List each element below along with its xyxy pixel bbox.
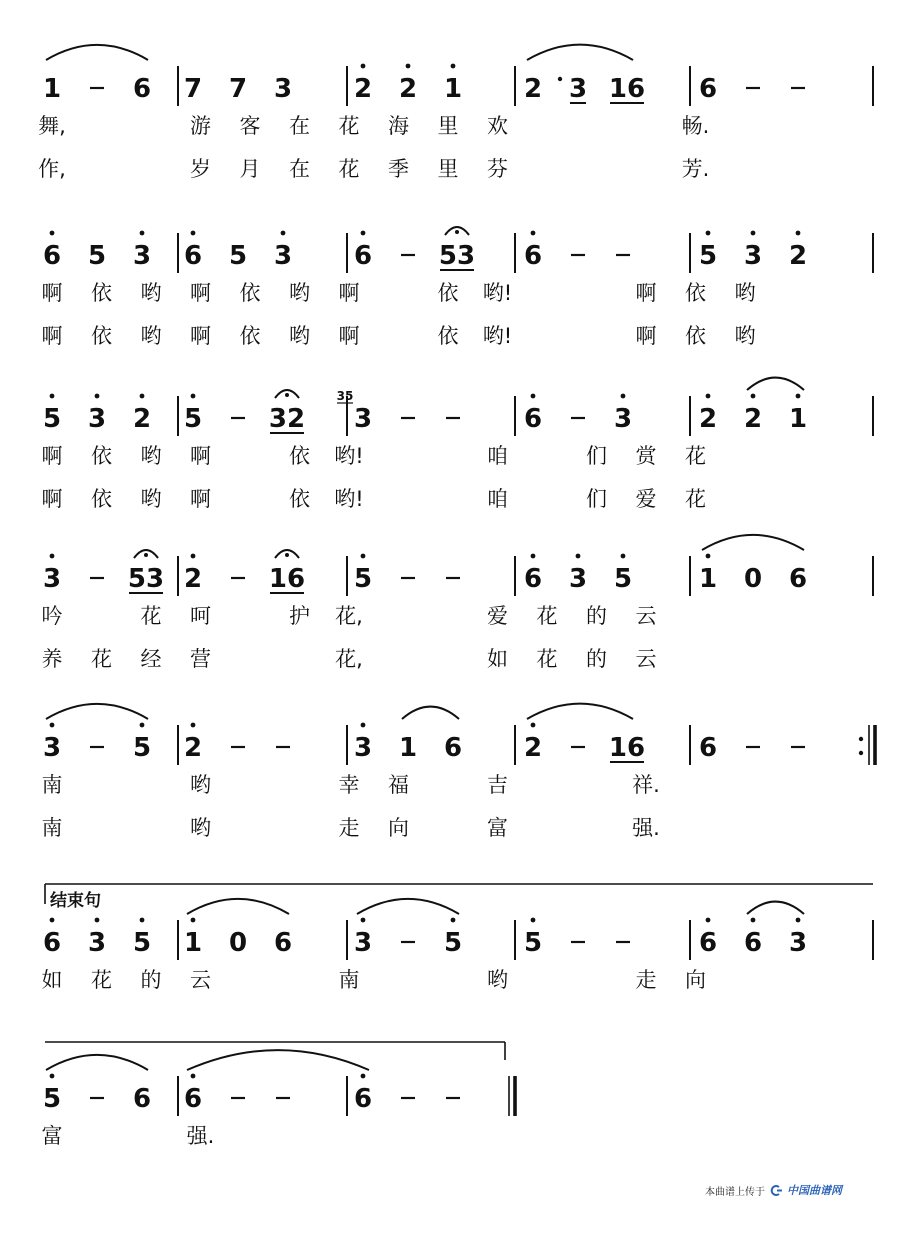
octave-dot-above [50, 394, 55, 399]
lyric-syllable: 在 [289, 114, 310, 138]
lyric-syllable: 们 [586, 487, 607, 511]
note: 6 [698, 928, 718, 958]
octave-dot-above [621, 394, 626, 399]
lyric-syllable: 花 [140, 604, 162, 628]
note: 3 [42, 564, 62, 594]
lyric-syllable: 哟 [140, 281, 162, 305]
lyric-syllable: 啊 [190, 487, 211, 511]
lyric-syllable: 花, [335, 647, 363, 671]
note: 6 [353, 241, 373, 271]
site-name: 中国曲谱网 [787, 1184, 842, 1197]
note: 6 [523, 404, 543, 434]
slur [187, 899, 289, 914]
lyric-syllable: 里 [437, 157, 459, 181]
octave-dot-above [361, 554, 366, 559]
note-pair: 53 [127, 564, 165, 594]
lyric-syllable: 舞, [38, 114, 66, 138]
note: 7 [183, 74, 203, 104]
lyric-syllable: 强. [186, 1124, 215, 1148]
slur [357, 899, 459, 914]
note-pair: 16 [268, 564, 306, 594]
octave-dot-above [531, 231, 536, 236]
lyric-syllable: 南 [41, 816, 63, 840]
octave-dot-above [191, 723, 196, 728]
note: 5 [613, 564, 633, 594]
lyric-syllable: 走 [635, 968, 657, 992]
note: 6 [523, 564, 543, 594]
lyric-syllable: 依 [437, 281, 459, 305]
lyric-syllable: 哟 [140, 487, 162, 511]
lyric-syllable: 芬 [487, 157, 508, 181]
octave-dot-above [706, 554, 711, 559]
lyric-syllable: 里 [437, 114, 459, 138]
note: 3 [87, 404, 107, 434]
lyric-syllable: 吉 [487, 773, 508, 797]
lyric-syllable: 哟 [289, 324, 310, 348]
octave-dot-above [50, 231, 55, 236]
lyric-syllable: 啊 [635, 324, 657, 348]
octave-dot-above [191, 231, 196, 236]
upload-credit-text: 本曲谱上传于 [705, 1186, 765, 1198]
slur [702, 535, 804, 550]
octave-dot-above [140, 723, 145, 728]
lyric-syllable: 哟! [334, 487, 364, 511]
octave-dot-above [140, 918, 145, 923]
lyric-syllable: 呵 [190, 604, 211, 628]
lyric-syllable: 月 [239, 157, 261, 181]
lyric-syllable: 赏 [635, 444, 657, 468]
fermata-dot [144, 553, 148, 557]
octave-dot-above [531, 394, 536, 399]
note-pair: 16 [608, 74, 646, 104]
lyric-syllable: 花 [338, 114, 360, 138]
note: 2 [353, 74, 373, 104]
note: 3 [353, 928, 373, 958]
lyric-syllable: 依 [685, 281, 706, 305]
note: 3 [132, 241, 152, 271]
note: 1 [183, 928, 203, 958]
note: 3 [788, 928, 808, 958]
lyric-syllable: 吟 [41, 604, 63, 628]
note: 2 [523, 733, 543, 763]
lyric-syllable: 啊 [41, 444, 63, 468]
note: 3 [743, 241, 763, 271]
note: 3 [353, 733, 373, 763]
octave-dot-above [451, 918, 456, 923]
octave-dot-above [95, 394, 100, 399]
lyric-syllable: 南 [41, 773, 63, 797]
lyric-syllable: 啊 [190, 324, 211, 348]
site-logo-icon [769, 1185, 783, 1196]
lyric-syllable: 啊 [41, 487, 63, 511]
lyric-syllable: 啊 [41, 281, 63, 305]
lyric-syllable: 向 [685, 968, 706, 992]
lyric-syllable: 依 [91, 444, 112, 468]
lyric-syllable: 爱 [487, 604, 508, 628]
note: 6 [132, 74, 152, 104]
octave-dot-above [361, 723, 366, 728]
lyric-syllable: 啊 [190, 281, 211, 305]
note: 2 [183, 564, 203, 594]
octave-dot-above [50, 723, 55, 728]
lyric-syllable: 向 [388, 816, 409, 840]
lyric-syllable: 欢 [487, 114, 508, 138]
note: 6 [183, 241, 203, 271]
lyric-syllable: 花 [685, 487, 706, 511]
lyric-syllable: 护 [289, 604, 310, 628]
lyric-syllable: 依 [289, 487, 310, 511]
lyric-syllable: 营 [190, 647, 211, 671]
octave-dot-above [191, 1074, 196, 1079]
lyric-syllable: 云 [190, 968, 211, 992]
lyric-syllable: 爱 [635, 487, 657, 511]
note: 5 [183, 404, 203, 434]
note: 6 [132, 1084, 152, 1114]
lyric-syllable: 畅. [681, 114, 710, 138]
note: 0 [743, 564, 763, 594]
note: 6 [523, 241, 543, 271]
lyric-syllable: 依 [91, 281, 112, 305]
note: 3 [568, 564, 588, 594]
lyric-syllable: 咱 [487, 444, 508, 468]
augmentation-dot [558, 77, 562, 81]
lyric-syllable: 如 [487, 647, 508, 671]
upload-credit [705, 1180, 910, 1200]
lyric-syllable: 云 [635, 604, 657, 628]
octave-dot-above [50, 918, 55, 923]
lyric-syllable: 哟! [482, 281, 513, 305]
lyric-syllable: 哟 [190, 773, 211, 797]
note: 3 [568, 74, 588, 104]
octave-dot-above [751, 231, 756, 236]
note: 5 [353, 564, 373, 594]
note: 7 [228, 74, 248, 104]
note: 3 [273, 241, 293, 271]
note: 5 [228, 241, 248, 271]
note: 6 [443, 733, 463, 763]
lyric-syllable: 游 [190, 114, 211, 138]
note: 6 [788, 564, 808, 594]
lyric-syllable: 的 [586, 604, 607, 628]
ending-label: 结束句 [50, 891, 101, 911]
note: 5 [698, 241, 718, 271]
note: 3 [273, 74, 293, 104]
lyric-syllable: 客 [239, 114, 261, 138]
octave-dot-above [191, 554, 196, 559]
lyric-syllable: 云 [635, 647, 657, 671]
note: 6 [743, 928, 763, 958]
lyric-syllable: 咱 [487, 487, 508, 511]
grace-note: 35 [336, 389, 354, 403]
repeat-dot [859, 737, 863, 741]
octave-dot-above [576, 554, 581, 559]
octave-dot-above [451, 64, 456, 69]
note: 5 [87, 241, 107, 271]
octave-dot-above [796, 394, 801, 399]
lyric-syllable: 花 [685, 444, 706, 468]
note: 6 [42, 241, 62, 271]
note: 5 [42, 1084, 62, 1114]
note: 2 [132, 404, 152, 434]
lyric-syllable: 养 [41, 647, 63, 671]
note: 3 [87, 928, 107, 958]
octave-dot-above [531, 723, 536, 728]
octave-dot-above [140, 231, 145, 236]
note: 1 [398, 733, 418, 763]
note: 3 [353, 404, 373, 434]
lyric-syllable: 福 [388, 773, 409, 797]
octave-dot-above [361, 1074, 366, 1079]
octave-dot-above [361, 64, 366, 69]
lyric-syllable: 啊 [190, 444, 211, 468]
slur [46, 1055, 148, 1070]
repeat-dot [859, 751, 863, 755]
lyric-syllable: 哟 [190, 816, 211, 840]
octave-dot-above [361, 918, 366, 923]
note: 1 [42, 74, 62, 104]
fermata-dot [455, 230, 459, 234]
lyric-syllable: 哟 [140, 444, 162, 468]
note: 2 [398, 74, 418, 104]
note: 5 [443, 928, 463, 958]
lyric-syllable: 哟! [482, 324, 513, 348]
octave-dot-above [140, 394, 145, 399]
note: 2 [743, 404, 763, 434]
note-pair: 32 [268, 404, 306, 434]
lyric-syllable: 岁 [190, 157, 211, 181]
octave-dot-above [706, 394, 711, 399]
lyric-syllable: 花 [91, 647, 112, 671]
lyric-syllable: 经 [140, 647, 162, 671]
note: 1 [698, 564, 718, 594]
lyric-syllable: 季 [388, 157, 409, 181]
lyric-syllable: 依 [289, 444, 310, 468]
lyric-syllable: 啊 [338, 324, 360, 348]
lyric-syllable: 富 [41, 1124, 63, 1148]
note: 0 [228, 928, 248, 958]
slur [527, 704, 633, 719]
slur [187, 1050, 369, 1070]
lyric-syllable: 花 [91, 968, 112, 992]
lyric-syllable: 的 [140, 968, 162, 992]
note: 3 [613, 404, 633, 434]
note: 2 [183, 733, 203, 763]
octave-dot-above [706, 918, 711, 923]
note: 6 [42, 928, 62, 958]
lyric-syllable: 依 [91, 324, 112, 348]
lyric-syllable: 如 [41, 968, 63, 992]
lyric-syllable: 花 [338, 157, 360, 181]
octave-dot-above [531, 918, 536, 923]
lyric-syllable: 依 [91, 487, 112, 511]
slur [402, 707, 459, 719]
slur [747, 378, 804, 390]
octave-dot-above [751, 918, 756, 923]
fermata-dot [285, 553, 289, 557]
octave-dot-above [706, 231, 711, 236]
lyric-syllable: 芳. [681, 157, 710, 181]
octave-dot-above [281, 231, 286, 236]
note: 2 [698, 404, 718, 434]
fermata-dot [285, 393, 289, 397]
lyric-syllable: 作, [38, 157, 66, 181]
octave-dot-above [95, 918, 100, 923]
lyric-syllable: 祥. [632, 773, 660, 797]
note: 2 [523, 74, 543, 104]
lyric-syllable: 花, [335, 604, 363, 628]
lyric-syllable: 南 [338, 968, 360, 992]
slur [46, 45, 148, 60]
lyric-syllable: 花 [536, 604, 558, 628]
slur [527, 45, 633, 60]
octave-dot-above [50, 554, 55, 559]
note: 6 [273, 928, 293, 958]
note: 6 [698, 733, 718, 763]
note: 5 [42, 404, 62, 434]
octave-dot-above [50, 1074, 55, 1079]
note: 6 [353, 1084, 373, 1114]
octave-dot-above [751, 394, 756, 399]
lyric-syllable: 啊 [635, 281, 657, 305]
octave-dot-above [796, 918, 801, 923]
note: 5 [523, 928, 543, 958]
lyric-syllable: 啊 [41, 324, 63, 348]
lyric-syllable: 的 [586, 647, 607, 671]
lyric-syllable: 依 [239, 281, 261, 305]
note: 2 [788, 241, 808, 271]
slur [46, 704, 148, 719]
lyric-syllable: 依 [685, 324, 706, 348]
lyric-syllable: 啊 [338, 281, 360, 305]
lyric-syllable: 强. [632, 816, 660, 840]
note-pair: 16 [608, 733, 646, 763]
octave-dot-above [621, 554, 626, 559]
octave-dot-above [361, 231, 366, 236]
lyric-syllable: 哟 [140, 324, 162, 348]
lyric-syllable: 们 [586, 444, 607, 468]
lyric-syllable: 依 [239, 324, 261, 348]
lyric-syllable: 幸 [338, 773, 360, 797]
lyric-syllable: 富 [487, 816, 508, 840]
lyric-syllable: 海 [388, 114, 409, 138]
lyric-syllable: 哟 [487, 968, 508, 992]
note: 1 [788, 404, 808, 434]
note: 5 [132, 733, 152, 763]
note: 1 [443, 74, 463, 104]
note: 6 [698, 74, 718, 104]
lyric-syllable: 哟 [734, 281, 756, 305]
note: 5 [132, 928, 152, 958]
octave-dot-above [191, 394, 196, 399]
octave-dot-above [796, 231, 801, 236]
lyric-syllable: 依 [437, 324, 459, 348]
lyric-syllable: 哟 [734, 324, 756, 348]
lyric-syllable: 走 [338, 816, 360, 840]
lyric-syllable: 花 [536, 647, 558, 671]
note-pair: 53 [438, 241, 476, 271]
lyric-syllable: 哟 [289, 281, 310, 305]
octave-dot-above [191, 918, 196, 923]
octave-dot-above [531, 554, 536, 559]
lyric-syllable: 哟! [334, 444, 364, 468]
octave-dot-above [406, 64, 411, 69]
note: 6 [183, 1084, 203, 1114]
lyric-syllable: 在 [289, 157, 310, 181]
note: 3 [42, 733, 62, 763]
slur [747, 902, 804, 914]
